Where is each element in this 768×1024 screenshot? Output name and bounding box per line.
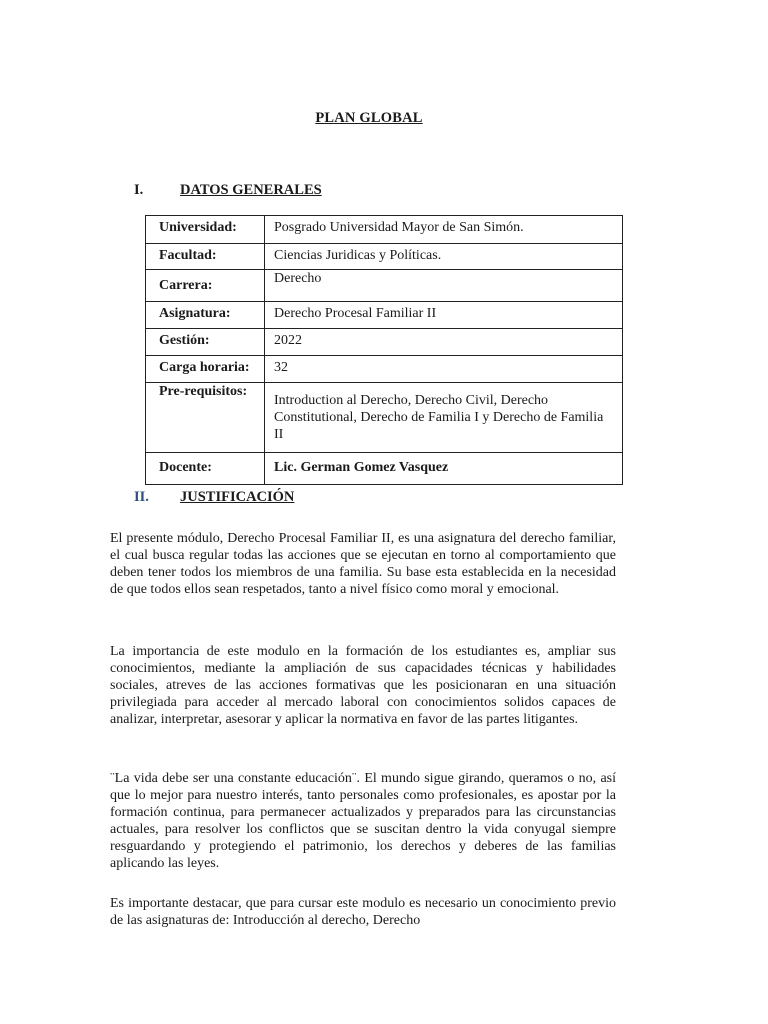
row-label-facultad: Facultad: [146, 244, 265, 270]
section-heading-justificacion [134, 489, 294, 506]
paragraph-justificacion-2: La importancia de este modulo en la formación de los estudiantes es, ampliar sus conocimientos, mediante la ampliación de sus capacidades técnicas y habilidades sociales, atreves de las acciones formativas que les posicionaran en una situación privilegiada para acceder al mercado laboral con conocimientos solidos capaces de analizar, interpretar, asesorar y aplicar la normativa en favor de las partes litigantes. [110, 644, 616, 727]
row-value-carrera: Derecho [265, 270, 623, 302]
row-label-asignatura: Asignatura: [146, 302, 265, 329]
row-label-carga-horaria: Carga horaria: [146, 356, 265, 383]
row-value-carga-horaria: 32 [265, 356, 623, 383]
page-title: PLAN GLOBAL [315, 110, 423, 126]
row-label-carrera: Carrera: [146, 270, 265, 302]
row-label-pre-requisitos: Pre-requisitos: [146, 383, 265, 453]
row-value-gestion: 2022 [265, 329, 623, 356]
section-number: II. [134, 489, 149, 505]
datos-generales-table [145, 215, 623, 485]
section-title: JUSTIFICACIÓN [180, 489, 295, 505]
row-label-gestion: Gestión: [146, 329, 265, 356]
row-value-docente: Lic. German Gomez Vasquez [265, 453, 623, 485]
row-value-facultad: Ciencias Juridicas y Políticas. [265, 244, 623, 270]
table-row [146, 244, 623, 270]
row-value-pre-requisitos: Introduction al Derecho, Derecho Civil, Derecho Constitutional, Derecho de Familia I y Derecho de Familia II [265, 383, 623, 453]
row-label-universidad: Universidad: [146, 216, 265, 244]
paragraph-justificacion-1: El presente módulo, Derecho Procesal Familiar II, es una asignatura del derecho familiar, el cual busca regular todas las acciones que se ejecutan en torno al comportamiento que deben tener todos los miembros de una familia. Su base esta establecida en la necesidad de que todos ellos sean respetados, tanto a nivel físico como moral y emocional. [110, 531, 616, 597]
table-row [146, 453, 623, 485]
row-label-docente: Docente: [146, 453, 265, 485]
table-row [146, 270, 623, 302]
paragraph-justificacion-4: Es importante destacar, que para cursar este modulo es necesario un conocimiento previo de las asignaturas de: Introducción al derecho, Derecho [110, 896, 616, 928]
row-value-asignatura: Derecho Procesal Familiar II [265, 302, 623, 329]
section-heading-datos-generales [134, 182, 322, 199]
table-row [146, 329, 623, 356]
table-row [146, 216, 623, 244]
section-number: I. [134, 182, 144, 198]
table-row [146, 383, 623, 453]
section-title: DATOS GENERALES [180, 182, 322, 198]
table-row [146, 302, 623, 329]
table-row [146, 356, 623, 383]
paragraph-justificacion-3: ¨La vida debe ser una constante educación¨. El mundo sigue girando, queramos o no, así que lo mejor para nuestro interés, tanto personales como profesionales, es apostar por la formación continua, para permanecer actualizados y preparados para las circunstancias actuales, para resolver los conflictos que se suscitan dentro la vida conyugal siempre resguardando y protegiendo el patrimonio, los derechos y deberes de las familias aplicando las leyes. [110, 771, 616, 871]
row-value-universidad: Posgrado Universidad Mayor de San Simón. [265, 216, 623, 244]
